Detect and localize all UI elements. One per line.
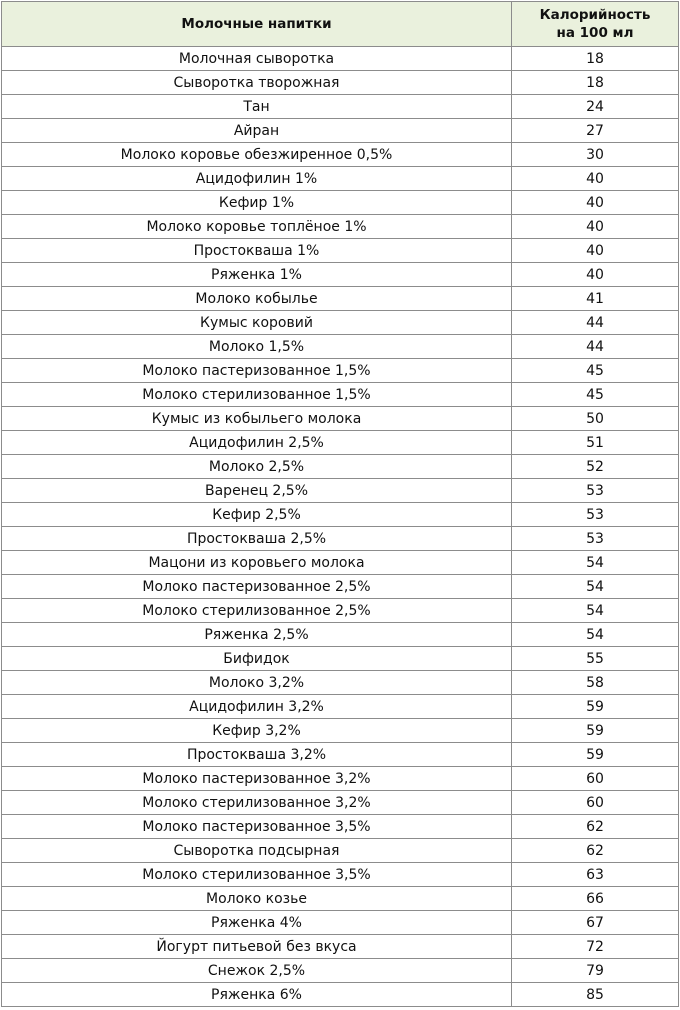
drink-name-cell: Тан xyxy=(2,95,512,119)
calories-cell: 40 xyxy=(512,263,679,287)
drink-name-cell: Молоко коровье топлёное 1% xyxy=(2,215,512,239)
header-calories-line2: на 100 мл xyxy=(556,25,634,41)
drink-name-cell: Простокваша 3,2% xyxy=(2,743,512,767)
table-row xyxy=(2,959,679,983)
calories-cell: 44 xyxy=(512,335,679,359)
calories-cell: 62 xyxy=(512,839,679,863)
table-row xyxy=(2,431,679,455)
calories-cell: 53 xyxy=(512,479,679,503)
drink-name-cell: Молоко стерилизованное 3,5% xyxy=(2,863,512,887)
drink-name-cell: Молоко кобылье xyxy=(2,287,512,311)
table-row xyxy=(2,119,679,143)
table-row xyxy=(2,191,679,215)
calories-cell: 18 xyxy=(512,71,679,95)
calories-cell: 54 xyxy=(512,599,679,623)
drink-name-cell: Молоко пастеризованное 2,5% xyxy=(2,575,512,599)
calories-cell: 67 xyxy=(512,911,679,935)
calories-cell: 18 xyxy=(512,47,679,71)
table-row xyxy=(2,791,679,815)
drink-name-cell: Молоко 3,2% xyxy=(2,671,512,695)
header-calories xyxy=(512,2,679,47)
drink-name-cell: Молоко стерилизованное 1,5% xyxy=(2,383,512,407)
calories-cell: 45 xyxy=(512,359,679,383)
table-row xyxy=(2,719,679,743)
header-drinks: Молочные напитки xyxy=(2,2,512,47)
calories-cell: 40 xyxy=(512,191,679,215)
calories-cell: 54 xyxy=(512,551,679,575)
drink-name-cell: Простокваша 2,5% xyxy=(2,527,512,551)
table-row xyxy=(2,311,679,335)
drink-name-cell: Ряженка 1% xyxy=(2,263,512,287)
drink-name-cell: Снежок 2,5% xyxy=(2,959,512,983)
header-calories-line1: Калорийность xyxy=(539,7,651,23)
table-header xyxy=(2,2,679,47)
table-row xyxy=(2,863,679,887)
table-row xyxy=(2,335,679,359)
drink-name-cell: Молоко пастеризованное 1,5% xyxy=(2,359,512,383)
drink-name-cell: Кефир 1% xyxy=(2,191,512,215)
table-row xyxy=(2,479,679,503)
table-body xyxy=(2,47,679,1007)
drink-name-cell: Ряженка 4% xyxy=(2,911,512,935)
drink-name-cell: Ацидофилин 2,5% xyxy=(2,431,512,455)
calories-cell: 40 xyxy=(512,167,679,191)
header-row xyxy=(2,2,679,47)
table-row xyxy=(2,767,679,791)
drink-name-cell: Кефир 3,2% xyxy=(2,719,512,743)
drink-name-cell: Молоко стерилизованное 3,2% xyxy=(2,791,512,815)
drink-name-cell: Молочная сыворотка xyxy=(2,47,512,71)
table-row xyxy=(2,911,679,935)
calories-cell: 27 xyxy=(512,119,679,143)
drink-name-cell: Ряженка 2,5% xyxy=(2,623,512,647)
drink-name-cell: Бифидок xyxy=(2,647,512,671)
table-row xyxy=(2,575,679,599)
drink-name-cell: Молоко 2,5% xyxy=(2,455,512,479)
table-row xyxy=(2,815,679,839)
calories-cell: 60 xyxy=(512,791,679,815)
table-row xyxy=(2,239,679,263)
drink-name-cell: Варенец 2,5% xyxy=(2,479,512,503)
drink-name-cell: Ацидофилин 1% xyxy=(2,167,512,191)
calories-cell: 50 xyxy=(512,407,679,431)
table-row xyxy=(2,359,679,383)
drink-name-cell: Кефир 2,5% xyxy=(2,503,512,527)
table-row xyxy=(2,95,679,119)
calories-cell: 44 xyxy=(512,311,679,335)
calories-cell: 59 xyxy=(512,743,679,767)
table-row xyxy=(2,263,679,287)
table-row xyxy=(2,983,679,1007)
table-row xyxy=(2,47,679,71)
table-row xyxy=(2,743,679,767)
drink-name-cell: Молоко стерилизованное 2,5% xyxy=(2,599,512,623)
calories-cell: 24 xyxy=(512,95,679,119)
drink-name-cell: Молоко пастеризованное 3,2% xyxy=(2,767,512,791)
drink-name-cell: Молоко пастеризованное 3,5% xyxy=(2,815,512,839)
calories-cell: 40 xyxy=(512,239,679,263)
calories-cell: 79 xyxy=(512,959,679,983)
table-row xyxy=(2,623,679,647)
table-row xyxy=(2,671,679,695)
table-row xyxy=(2,455,679,479)
calories-cell: 60 xyxy=(512,767,679,791)
calories-cell: 30 xyxy=(512,143,679,167)
drink-name-cell: Ацидофилин 3,2% xyxy=(2,695,512,719)
table-row xyxy=(2,383,679,407)
table-row xyxy=(2,551,679,575)
table-row xyxy=(2,503,679,527)
drink-name-cell: Мацони из коровьего молока xyxy=(2,551,512,575)
calories-cell: 51 xyxy=(512,431,679,455)
table-row xyxy=(2,287,679,311)
drink-name-cell: Кумыс из кобыльего молока xyxy=(2,407,512,431)
calories-cell: 85 xyxy=(512,983,679,1007)
calories-cell: 54 xyxy=(512,575,679,599)
calorie-table xyxy=(1,1,679,1007)
table-row xyxy=(2,599,679,623)
table-row xyxy=(2,887,679,911)
table-row xyxy=(2,695,679,719)
drink-name-cell: Кумыс коровий xyxy=(2,311,512,335)
calories-cell: 45 xyxy=(512,383,679,407)
table-row xyxy=(2,215,679,239)
calories-cell: 72 xyxy=(512,935,679,959)
drink-name-cell: Йогурт питьевой без вкуса xyxy=(2,935,512,959)
drink-name-cell: Айран xyxy=(2,119,512,143)
drink-name-cell: Молоко коровье обезжиренное 0,5% xyxy=(2,143,512,167)
drink-name-cell: Молоко козье xyxy=(2,887,512,911)
calories-cell: 52 xyxy=(512,455,679,479)
calories-cell: 53 xyxy=(512,527,679,551)
drink-name-cell: Простокваша 1% xyxy=(2,239,512,263)
calories-cell: 55 xyxy=(512,647,679,671)
calories-cell: 40 xyxy=(512,215,679,239)
drink-name-cell: Ряженка 6% xyxy=(2,983,512,1007)
calories-cell: 59 xyxy=(512,719,679,743)
table-row xyxy=(2,71,679,95)
calories-cell: 53 xyxy=(512,503,679,527)
calories-cell: 41 xyxy=(512,287,679,311)
table-row xyxy=(2,527,679,551)
table-row xyxy=(2,407,679,431)
table-row xyxy=(2,167,679,191)
drink-name-cell: Сыворотка творожная xyxy=(2,71,512,95)
table-row xyxy=(2,647,679,671)
drink-name-cell: Сыворотка подсырная xyxy=(2,839,512,863)
table-row xyxy=(2,839,679,863)
calories-cell: 62 xyxy=(512,815,679,839)
drink-name-cell: Молоко 1,5% xyxy=(2,335,512,359)
calories-cell: 66 xyxy=(512,887,679,911)
calories-cell: 54 xyxy=(512,623,679,647)
table-row xyxy=(2,935,679,959)
calories-cell: 63 xyxy=(512,863,679,887)
table-row xyxy=(2,143,679,167)
calories-cell: 58 xyxy=(512,671,679,695)
calories-cell: 59 xyxy=(512,695,679,719)
